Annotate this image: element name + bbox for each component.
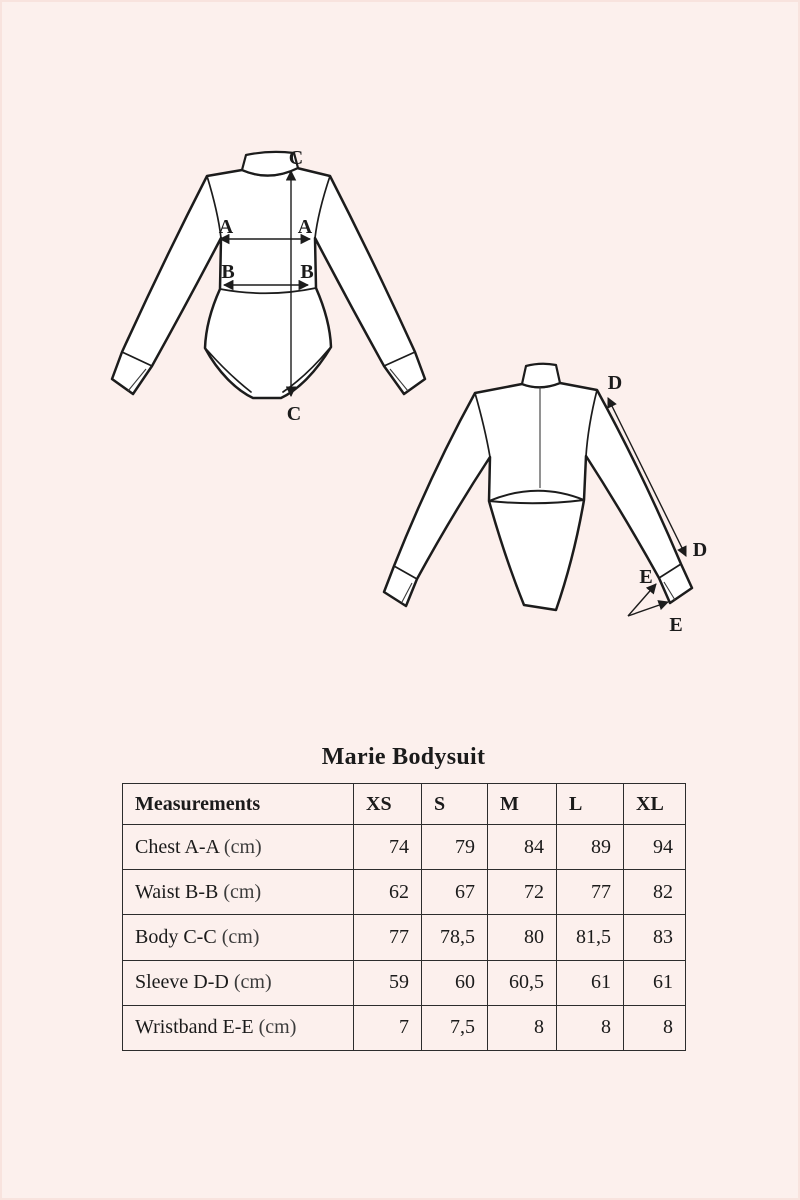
sleeve-label-top: D — [607, 372, 623, 394]
measurements-table — [122, 783, 686, 1051]
column-header-m: M — [488, 784, 557, 825]
measurement-value: 79 — [422, 825, 488, 870]
measurement-value: 82 — [624, 870, 686, 915]
table-row-body — [123, 915, 686, 960]
measurement-value: 78,5 — [422, 915, 488, 960]
front-view-drawing — [112, 147, 425, 425]
measurement-value: 61 — [624, 960, 686, 1005]
measurement-value: 72 — [488, 870, 557, 915]
measurement-value: 89 — [557, 825, 624, 870]
measurement-label: Waist B-B (cm) — [123, 870, 354, 915]
measurement-label: Chest A-A (cm) — [123, 825, 354, 870]
measurement-value: 7,5 — [422, 1005, 488, 1050]
chest-label-left: A — [218, 216, 234, 238]
measurement-value: 94 — [624, 825, 686, 870]
body-label-top: C — [288, 147, 304, 169]
table-row-chest — [123, 825, 686, 870]
measurement-value: 77 — [354, 915, 422, 960]
body-label-bottom: C — [286, 403, 302, 425]
measurement-value: 83 — [624, 915, 686, 960]
table-header-row — [123, 784, 686, 825]
measurement-value: 59 — [354, 960, 422, 1005]
column-header-xl: XL — [624, 784, 686, 825]
chest-label-right: A — [297, 216, 313, 238]
measurement-value: 77 — [557, 870, 624, 915]
measurement-label: Wristband E-E (cm) — [123, 1005, 354, 1050]
measurement-label: Body C-C (cm) — [123, 915, 354, 960]
back-view-drawing — [384, 364, 707, 636]
waist-label-left: B — [221, 261, 235, 283]
column-header-s: S — [422, 784, 488, 825]
measurement-value: 7 — [354, 1005, 422, 1050]
column-header-xs: XS — [354, 784, 422, 825]
column-header-l: L — [557, 784, 624, 825]
table-row-waist — [123, 870, 686, 915]
measurement-value: 67 — [422, 870, 488, 915]
table-row-wristband — [123, 1005, 686, 1050]
measurement-label: Sleeve D-D (cm) — [123, 960, 354, 1005]
measurement-value: 81,5 — [557, 915, 624, 960]
measurement-value: 8 — [624, 1005, 686, 1050]
measurement-value: 62 — [354, 870, 422, 915]
measurement-value: 8 — [488, 1005, 557, 1050]
measurement-value: 8 — [557, 1005, 624, 1050]
page-title: Marie Bodysuit — [321, 744, 486, 770]
table-row-sleeve — [123, 960, 686, 1005]
back-collar — [522, 364, 560, 388]
wristband-label-top: E — [639, 566, 653, 588]
measurement-value: 84 — [488, 825, 557, 870]
measurement-value: 61 — [557, 960, 624, 1005]
wristband-label-bottom: E — [669, 614, 683, 636]
waist-label-right: B — [300, 261, 314, 283]
measurement-value: 74 — [354, 825, 422, 870]
sleeve-label-bottom: D — [692, 539, 708, 561]
front-body-outline — [112, 168, 425, 398]
measurement-value: 80 — [488, 915, 557, 960]
measurement-value: 60 — [422, 960, 488, 1005]
column-header-measurements: Measurements — [123, 784, 354, 825]
measurement-value: 60,5 — [488, 960, 557, 1005]
